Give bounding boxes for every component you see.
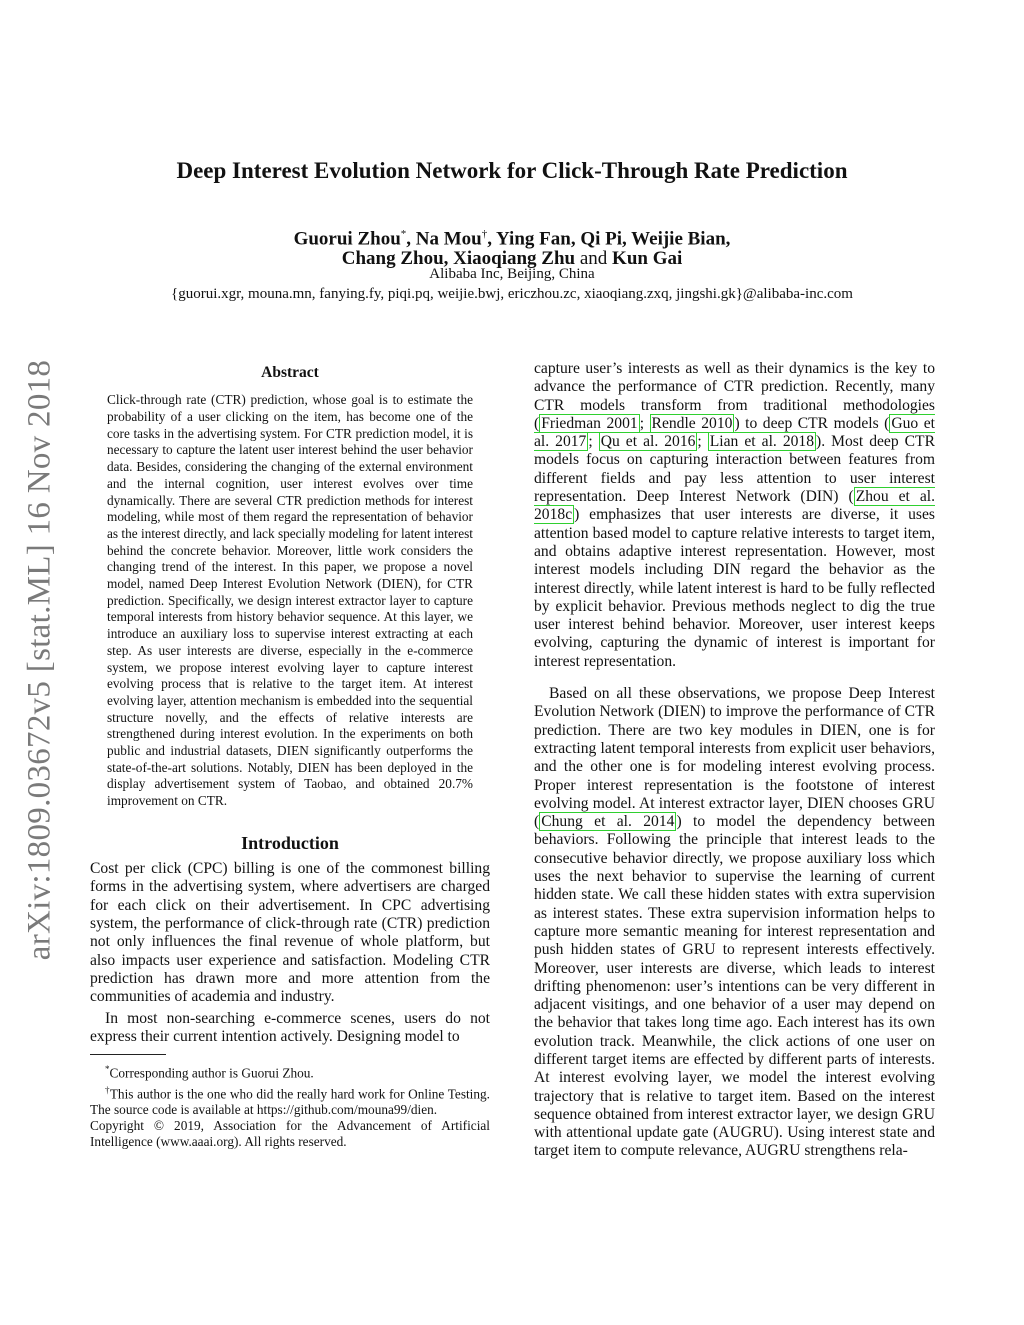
citation-link[interactable]: Zhou et al. 2018c <box>534 488 936 524</box>
citation-link[interactable]: Chung et al. 2014 <box>541 813 675 831</box>
affiliation-block <box>0 264 1024 304</box>
citation-separator: ; <box>639 414 650 432</box>
footnote-2 <box>90 1082 490 1118</box>
copyright-notice: Copyright © 2019, Association for the Advancement of Artificial Intelligence (www.aaai.org). All rights reserved. <box>90 1117 490 1149</box>
footnote-text: Corresponding author is Guorui Zhou. <box>109 1065 314 1081</box>
arxiv-sidebar <box>20 340 60 980</box>
citation-link[interactable]: Qu et al. 2016 <box>600 433 696 451</box>
footnote-1 <box>90 1061 490 1081</box>
footnote-mark: * <box>105 1064 110 1075</box>
author-name: Guorui Zhou <box>293 228 401 250</box>
footnote-mark: * <box>400 228 407 240</box>
arxiv-identifier: arXiv:1809.03672v5 [stat.ML] 16 Nov 2018 <box>21 359 58 961</box>
body-text: ) to model the dependency between behaviors. Following the principle that interest leads to the consecutive behavior directly, we propose auxiliary loss which uses the next behavior to supervise the learning of current hidden state. We call these hidden states with extra supervision as interest states. These extra supervision information helps to capture more semantic meaning for interest representation and push hidden states of GRU to represent interests effectively. Moreover, user interests are diverse, which leads to interest drifting phenomenon: user’s intentions can be very different in adjacent visitings, and one behavior of a user may depend on the behavior that takes long time ago. Each interest has its own evolution track. Meanwhile, the click actions of one user on different target items are effected by different parts of interests. At interest evolving layer, we model the interest evolving trajectory that is relative to target item. Based on the interest sequence obtained from interest extractor layer, we design GRU with attentional update gate (AUGRU). Using interest state and target item to compute relevance, AUGRU strengthens rela- <box>534 813 935 1160</box>
right-column <box>534 360 935 1161</box>
citation-separator: ; <box>697 433 708 451</box>
affiliation: Alibaba Inc, Beijing, China <box>429 266 595 282</box>
author-emails: {guorui.xgr, mouna.mn, fanying.fy, piqi.pq, weijie.bwj, ericzhou.zc, xiaoqiang.zxq, jingshi.gk}@alibaba-inc.com <box>171 286 853 302</box>
body-text: ) to deep CTR models ( <box>734 414 890 432</box>
citation-separator: ; <box>588 433 599 451</box>
citation-link[interactable]: Lian et al. 2018 <box>709 433 815 451</box>
body-text: ) emphasizes that user interests are diverse, it uses attention based model to capture relative interests to target item, and obtains adaptive interest representation. However, most interest models including DIN regard the behavior as the interest directly, while latent interest is hard to be fully reflected by explicit behavior. Previous methods neglect to dig the true user interest behind behavior. Moreover, user interest keeps evolving, capturing the dynamic of interest is important for interest representation. <box>534 506 935 670</box>
intro-paragraph-1: Cost per click (CPC) billing is one of the commonest billing forms in the advertising system, where advertisers are charged for each click on their advertisement. In CPC advertising system, the performance of click-through rate (CTR) prediction not only influences the final revenue of whole platform, but also impacts user experience and satisfaction. Modeling CTR prediction has drawn more and more attention from the communities of academia and industry. <box>90 860 490 1006</box>
author-names: , Ying Fan, Qi Pi, Weijie Bian, <box>487 228 731 250</box>
intro-paragraph-2: In most non-searching e-commerce scenes, users do not express their current intention actively. Designing model to <box>90 1009 490 1045</box>
author-name: , Na Mou <box>406 228 482 250</box>
author-names: Chang Zhou, Xiaoqiang Zhu <box>341 248 576 270</box>
introduction-heading: Introduction <box>241 832 339 853</box>
author-name: Kun Gai <box>612 248 683 270</box>
body-text: Based on all these observations, we propose Deep Interest Evolution Network (DIEN) to improve the performance of CTR prediction. There are two key modules in DIEN, one is for extracting latent temporal interests from explicit user behaviors, and the other one is for modeling interest evolving process. Proper interest representation is the footstone of interest evolving model. At interest extractor layer, DIEN chooses GRU ( <box>534 685 935 831</box>
body-text: capture user’s interests as well as their dynamics is the key to advance the performance of CTR prediction. Recently, many CTR models transform from traditional methodologies ( <box>534 360 935 432</box>
citation-link[interactable]: Rendle 2010 <box>651 414 733 432</box>
right-paragraph-2 <box>534 685 935 1161</box>
abstract-heading: Abstract <box>261 364 319 381</box>
paper-title: Deep Interest Evolution Network for Click-Through Rate Prediction <box>176 158 848 183</box>
author-block <box>0 224 1024 269</box>
citation-link[interactable]: Friedman 2001 <box>541 414 638 432</box>
body-text: ). Most deep CTR models focus on capturing interaction between features from different fields and pay less attention to user interest representation. Deep Interest Network (DIN) ( <box>534 433 935 506</box>
right-paragraph-1 <box>534 360 935 671</box>
citation-link[interactable]: Guo et al. 2017 <box>534 414 936 451</box>
footnote-rule <box>90 1054 166 1055</box>
footnote-text: This author is the one who did the really hard work for Online Testing. The source code is available at https://github.com/mouna99/dien. <box>90 1085 491 1117</box>
footnote-mark: † <box>105 1084 110 1095</box>
left-column <box>90 360 490 1150</box>
author-conjunction: and <box>575 248 613 270</box>
footnote-mark: † <box>481 228 488 240</box>
author-line-1 <box>0 224 1024 249</box>
abstract-text: Click-through rate (CTR) prediction, whose goal is to estimate the probability of a user clicking on the item, has become one of the core tasks in the advertising system. For CTR prediction model, it is necessary to capture the latent user interest behind the user behavior data. Besides, considering the changing of the external environment and the internal cognition, user interest evolves over time dynamically. There are several CTR prediction methods for interest modeling, while most of them regard the representation of behavior as the interest directly, and lack specially modeling for latent interest behind the concrete behavior. Moreover, little work considers the changing trend of the interest. In this paper, we propose a novel model, named Deep Interest Evolution Network (DIEN), for CTR prediction. Specifically, we design interest extractor layer to capture temporal interests from history behavior sequence. At this layer, we introduce an auxiliary loss to supervise interest extracting at each step. As user interests are diverse, especially in the e-commerce system, we propose interest evolving layer to capture interest evolving process that is relative to the target item. At interest evolving layer, attention mechanism is embedded into the sequential structure novelly, and the effects of relative interests are strengthened during interest evolution. In the experiments on both public and industrial datasets, DIEN significantly outperforms the state-of-the-art solutions. Notably, DIEN has been deployed in the display advertisement system of Taobao, and obtained 20.7% improvement on CTR. <box>107 392 473 809</box>
